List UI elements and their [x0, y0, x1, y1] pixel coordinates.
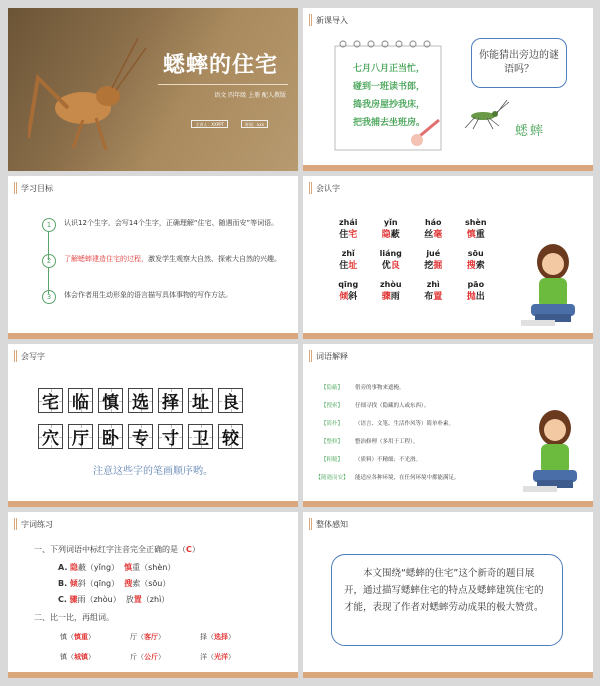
slide-header — [14, 182, 53, 194]
pinyin: sōu — [467, 249, 484, 258]
word-char: 挖 — [424, 261, 434, 271]
word-item — [412, 249, 455, 271]
slide-overview[interactable] — [303, 512, 593, 678]
word-char: 慎 — [466, 230, 476, 240]
option-label: C. — [58, 595, 67, 604]
option-highlight: 倾 — [69, 579, 78, 588]
header-mark-icon — [14, 182, 17, 194]
word-char: 宅 — [348, 230, 358, 240]
vocab-item — [309, 414, 519, 432]
header-mark-icon — [14, 350, 17, 362]
word-char: 布 — [424, 292, 434, 302]
header-title: 会认字 — [316, 183, 340, 193]
char-box — [218, 388, 243, 413]
riddle-answer: 蟋蟀 — [515, 124, 546, 139]
pair-item: 镇（城镇） — [60, 653, 95, 661]
vocab-item — [309, 396, 519, 414]
word-item — [455, 280, 498, 302]
pinyin: liáng — [379, 249, 402, 258]
char-box — [128, 424, 153, 449]
vocab-item — [309, 432, 519, 450]
goal-text: 认识12个生字，会写14个生字，正确理解“住宅、随遇而安”等词语。 — [64, 219, 279, 227]
pinyin: yǐn — [383, 218, 398, 227]
header-mark-icon — [309, 14, 312, 26]
word — [327, 258, 370, 271]
pair-item: 慎（慎重） — [60, 633, 95, 641]
header-title: 学习目标 — [21, 183, 53, 193]
slide-footer-bar — [303, 501, 593, 507]
slide-footer-bar — [8, 333, 298, 339]
option-highlight: 骤 — [69, 595, 78, 604]
char-box — [188, 424, 213, 449]
slide-title[interactable] — [8, 8, 298, 171]
vocab-term: 【粗糙】 — [320, 457, 343, 463]
pair-word: 公斤 — [144, 653, 158, 661]
char-row — [38, 388, 243, 413]
word — [455, 227, 498, 240]
option-label: A. — [58, 563, 68, 572]
word-item — [370, 218, 413, 240]
option-label: B. — [58, 579, 68, 588]
pair-word: 城镇 — [74, 653, 88, 661]
word — [455, 258, 498, 271]
char: 址 — [192, 393, 209, 413]
char: 厅 — [72, 429, 89, 449]
option-a — [58, 562, 175, 573]
slide-recognize[interactable] — [303, 176, 593, 339]
question-text: 一、下列词语中标红字注音完全正确的是（ — [34, 545, 186, 554]
word-char: 斜 — [348, 292, 358, 302]
slide-header — [309, 518, 348, 530]
word — [327, 227, 370, 240]
slide-intro[interactable] — [303, 8, 593, 171]
word-char: 住 — [339, 261, 349, 271]
goal-item — [42, 218, 282, 232]
riddle-line: 捣我房屋抄我床， — [352, 100, 425, 110]
header-mark-icon — [309, 518, 312, 530]
option-text: 重（shèn） — [132, 563, 176, 572]
goal-text-rest: 激发学生观察大自然、探索大自然的兴趣。 — [148, 255, 281, 263]
pair-word: 客厅 — [144, 633, 158, 641]
vocab-term: 【整修】 — [320, 439, 343, 445]
slide-vocabulary[interactable] — [303, 344, 593, 507]
slide-header — [14, 518, 53, 530]
word-item — [370, 280, 413, 302]
vocab-term: 【搜索】 — [320, 403, 343, 409]
vocab-list — [309, 378, 519, 486]
vocab-def: 能适应各种环境，在任何环境中都能满足。 — [355, 475, 460, 481]
word-char: 掘 — [433, 261, 443, 271]
slide-footer-bar — [303, 165, 593, 171]
char: 寸 — [162, 429, 179, 449]
stroke-order-note: 注意这些字的笔画顺序哟。 — [93, 466, 213, 477]
slide-header — [309, 182, 340, 194]
lesson-subtitle: 语文 四年级 上册 配人教版 — [214, 92, 286, 99]
char-box — [38, 388, 63, 413]
vocab-term: 【隐蔽】 — [320, 385, 343, 391]
word-grid — [327, 218, 497, 302]
word-char: 隐 — [381, 230, 391, 240]
char-box — [128, 388, 153, 413]
pair-char: 洋 — [200, 653, 207, 661]
pinyin: zhòu — [379, 280, 402, 289]
vocab-def: 整治修理（多用于工程）。 — [355, 439, 419, 445]
word-char: 蔽 — [390, 230, 400, 240]
vocab-def: 借旁的事物来遮掩。 — [355, 385, 405, 391]
summary-box: 本文围绕“蟋蟀的住宅”这个新奇的题目展开，通过描写蟋蟀住宅的特点及蟋蟀建筑住宅的才能，表现了作者对蟋蟀劳动成果的极大赞赏。 — [331, 554, 563, 646]
word-char: 倾 — [339, 292, 349, 302]
title-divider — [158, 84, 288, 85]
slide-writing[interactable] — [8, 344, 298, 507]
char-box — [188, 388, 213, 413]
char-box — [68, 424, 93, 449]
slide-goals[interactable] — [8, 176, 298, 339]
pinyin: zhǐ — [341, 249, 355, 258]
pair-char: 择 — [200, 633, 207, 641]
header-mark-icon — [14, 518, 17, 530]
pinyin: zhái — [339, 218, 358, 227]
goal-text: 体会作者用生动形象的语言描写具体事物的写作方法。 — [64, 291, 232, 299]
pair-item: 洋（光洋） — [200, 653, 235, 661]
word-char: 骤 — [381, 292, 391, 302]
word-char: 出 — [475, 292, 485, 302]
riddle-line: 碰到一班读书郎， — [352, 82, 425, 92]
riddle-line: 把我捕去坐班房。 — [352, 118, 425, 128]
slide-header — [309, 350, 348, 362]
char: 选 — [132, 393, 149, 413]
slide-footer-bar — [8, 501, 298, 507]
pinyin: qīng — [338, 280, 359, 289]
vocab-item — [309, 378, 519, 396]
char: 择 — [162, 393, 179, 413]
word-item — [327, 280, 370, 302]
char-box — [68, 388, 93, 413]
pinyin: háo — [424, 218, 442, 227]
option-text: 放 — [125, 595, 134, 604]
pair-item: 斤（公斤） — [130, 653, 165, 661]
slide-practice[interactable] — [8, 512, 298, 678]
vocab-term: 【随遇而安】 — [315, 475, 349, 481]
word — [412, 227, 455, 240]
header-title: 新课导入 — [316, 15, 348, 25]
header-mark-icon — [309, 182, 312, 194]
pinyin: pāo — [467, 280, 485, 289]
char: 穴 — [42, 429, 59, 449]
option-c — [58, 594, 169, 605]
word — [370, 289, 413, 302]
pair-char: 斤 — [130, 653, 137, 661]
char-row — [38, 424, 243, 449]
word-item — [412, 218, 455, 240]
vocab-term: 【简朴】 — [320, 421, 343, 427]
vocab-item — [309, 468, 519, 486]
header-mark-icon — [309, 350, 312, 362]
goal-number: 2 — [42, 254, 56, 268]
word-char: 重 — [475, 230, 485, 240]
word — [327, 289, 370, 302]
option-text: 蔽（yǐng） — [77, 563, 120, 572]
slide-footer-bar — [303, 672, 593, 678]
char-box — [38, 424, 63, 449]
word — [455, 289, 498, 302]
char-box — [98, 424, 123, 449]
goal-number: 1 — [42, 218, 56, 232]
option-text: 雨（zhòu） — [77, 595, 121, 604]
word-item — [455, 249, 498, 271]
char: 专 — [132, 429, 149, 449]
char-box — [98, 388, 123, 413]
vocab-item — [309, 450, 519, 468]
header-title: 字词练习 — [21, 519, 53, 529]
option-highlight: 隐 — [69, 563, 78, 572]
word — [412, 289, 455, 302]
time-chip: 时间：xxx — [241, 120, 268, 128]
cricket-photo — [28, 38, 148, 158]
slide-footer-bar — [8, 672, 298, 678]
word — [370, 258, 413, 271]
header-title: 词语解释 — [316, 351, 348, 361]
pair-char: 厅 — [130, 633, 137, 641]
pair-word: 选择 — [214, 633, 228, 641]
pinyin: zhì — [426, 280, 440, 289]
pair-char: 慎 — [60, 633, 67, 641]
cricket-icon — [459, 100, 509, 130]
word-item — [327, 218, 370, 240]
char: 宅 — [42, 393, 59, 413]
presenter-chip: 主讲人：XXPPT — [191, 120, 228, 128]
riddle-text — [337, 60, 441, 132]
girl-illustration — [521, 242, 585, 336]
word-char: 索 — [475, 261, 485, 271]
slide-header — [309, 14, 348, 26]
char: 临 — [72, 393, 89, 413]
char: 卫 — [192, 429, 209, 449]
slide-footer-bar — [303, 333, 593, 339]
char: 较 — [222, 429, 239, 449]
question-2: 二、比一比，再组词。 — [34, 613, 114, 622]
option-text: （zhì） — [141, 595, 170, 604]
goal-highlight: 了解蟋蟀建造住宅的过程， — [64, 255, 148, 263]
vocab-def: （语言、文笔、生活作风等）简单朴素。 — [355, 421, 455, 427]
goal-item — [42, 290, 282, 304]
word-item — [455, 218, 498, 240]
pair-item: 厅（客厅） — [130, 633, 165, 641]
question-answer: C — [186, 545, 192, 554]
char-box — [218, 424, 243, 449]
header-title: 会写字 — [21, 351, 45, 361]
pinyin: jué — [426, 249, 441, 258]
goal-item — [42, 254, 282, 268]
option-highlight: 置 — [133, 595, 142, 604]
option-text: 斜（qīng） — [77, 579, 120, 588]
word-char: 址 — [348, 261, 358, 271]
word-char: 雨 — [390, 292, 400, 302]
vocab-def: （质料）不精细；不光滑。 — [355, 457, 422, 463]
word-char: 抛 — [466, 292, 476, 302]
question-text-end: ） — [191, 545, 200, 554]
pair-word: 光洋 — [214, 653, 228, 661]
slide-header — [14, 350, 45, 362]
word-char: 住 — [339, 230, 349, 240]
riddle-line: 七月八月正当忙， — [352, 64, 425, 74]
word-item — [327, 249, 370, 271]
option-highlight: 搜 — [124, 579, 133, 588]
option-b — [58, 578, 170, 589]
pinyin: shèn — [464, 218, 487, 227]
word-item — [370, 249, 413, 271]
word-char: 毫 — [433, 230, 443, 240]
word-char: 置 — [433, 292, 443, 302]
vocab-def: 仔细寻找（隐藏的人或东西）。 — [355, 403, 430, 409]
char-box — [158, 388, 183, 413]
char: 良 — [222, 393, 239, 413]
word — [412, 258, 455, 271]
lesson-title: 蟋蟀的住宅 — [162, 53, 278, 78]
pair-char: 镇 — [60, 653, 67, 661]
word-char: 丝 — [424, 230, 434, 240]
word-item — [412, 280, 455, 302]
char: 慎 — [102, 393, 119, 413]
header-title: 整体感知 — [316, 519, 348, 529]
girl-illustration — [523, 408, 587, 502]
word-char: 良 — [390, 261, 400, 271]
question-1 — [34, 544, 200, 555]
option-highlight: 慎 — [124, 563, 133, 572]
question-bubble: 你能猜出旁边的谜语吗？ — [471, 38, 567, 88]
char-box — [158, 424, 183, 449]
goal-number: 3 — [42, 290, 56, 304]
word-char: 优 — [381, 261, 391, 271]
pair-item: 择（选择） — [200, 633, 235, 641]
char: 卧 — [102, 429, 119, 449]
word — [370, 227, 413, 240]
option-text: 索（sōu） — [132, 579, 171, 588]
goal-text — [64, 254, 281, 268]
pair-word: 慎重 — [74, 633, 88, 641]
word-char: 搜 — [466, 261, 476, 271]
